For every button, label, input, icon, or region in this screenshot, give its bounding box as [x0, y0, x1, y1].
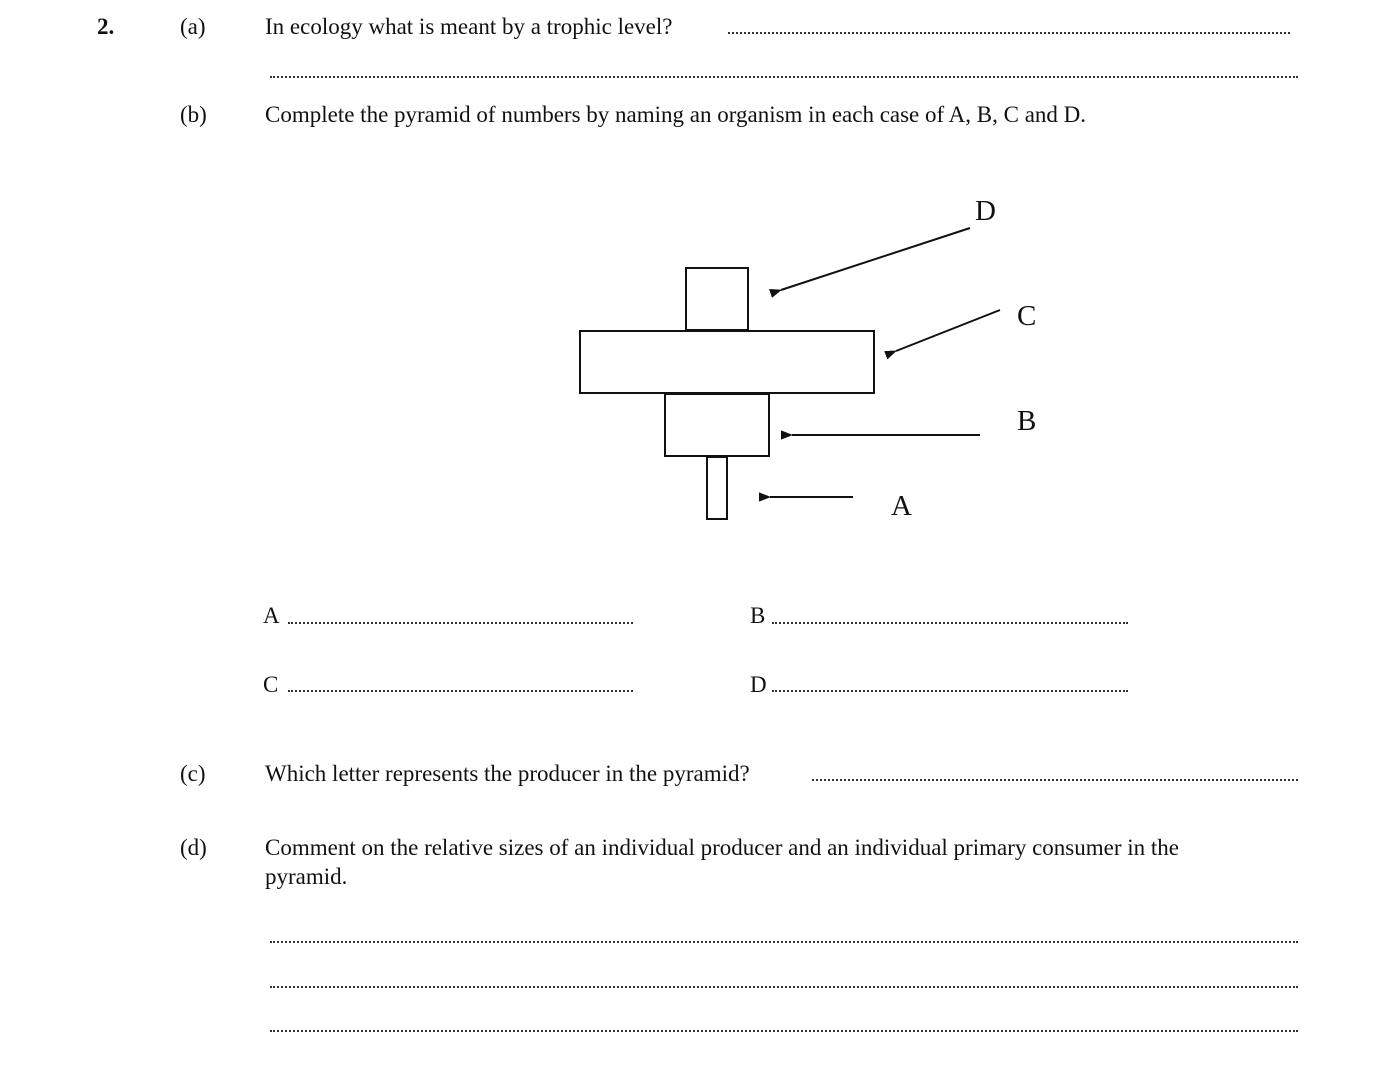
part-d-answer-line-2[interactable]	[270, 986, 1298, 988]
part-a-label: (a)	[180, 14, 206, 39]
question-number: 2.	[97, 14, 115, 39]
part-d-label: (d)	[180, 835, 207, 860]
answer-label-b: B	[750, 603, 766, 628]
answer-line-c[interactable]	[288, 690, 633, 692]
part-d-question-line-2: pyramid.	[265, 864, 348, 889]
answer-label-d: D	[750, 672, 767, 697]
answer-line-d[interactable]	[772, 690, 1128, 692]
pyramid-level-d	[686, 268, 748, 330]
answer-line-b[interactable]	[772, 622, 1128, 624]
part-d-answer-line-3[interactable]	[270, 1030, 1298, 1032]
pyramid-level-c	[580, 331, 874, 393]
diagram-label-d: D	[975, 195, 996, 227]
part-d-question-line-1: Comment on the relative sizes of an individual producer and an individual primary consumer in the	[265, 835, 1180, 860]
diagram-label-b: B	[1017, 405, 1037, 437]
pyramid-level-a	[707, 457, 727, 519]
pyramid-level-b	[665, 394, 769, 456]
part-c-question: Which letter represents the producer in the pyramid?	[265, 761, 750, 786]
part-c-answer-line[interactable]	[812, 779, 1298, 781]
arrow-c	[896, 310, 1000, 351]
answer-line-a[interactable]	[288, 622, 633, 624]
answer-label-a: A	[263, 603, 280, 628]
part-b-label: (b)	[180, 102, 207, 127]
part-c-label: (c)	[180, 761, 206, 786]
part-d-answer-line-1[interactable]	[270, 941, 1298, 943]
part-a-question: In ecology what is meant by a trophic level?	[265, 14, 673, 39]
answer-label-c: C	[263, 672, 279, 697]
arrow-d	[781, 228, 970, 290]
diagram-label-c: C	[1017, 300, 1037, 332]
part-b-question: Complete the pyramid of numbers by naming an organism in each case of A, B, C and D.	[265, 102, 1087, 127]
diagram-label-a: A	[891, 490, 912, 522]
